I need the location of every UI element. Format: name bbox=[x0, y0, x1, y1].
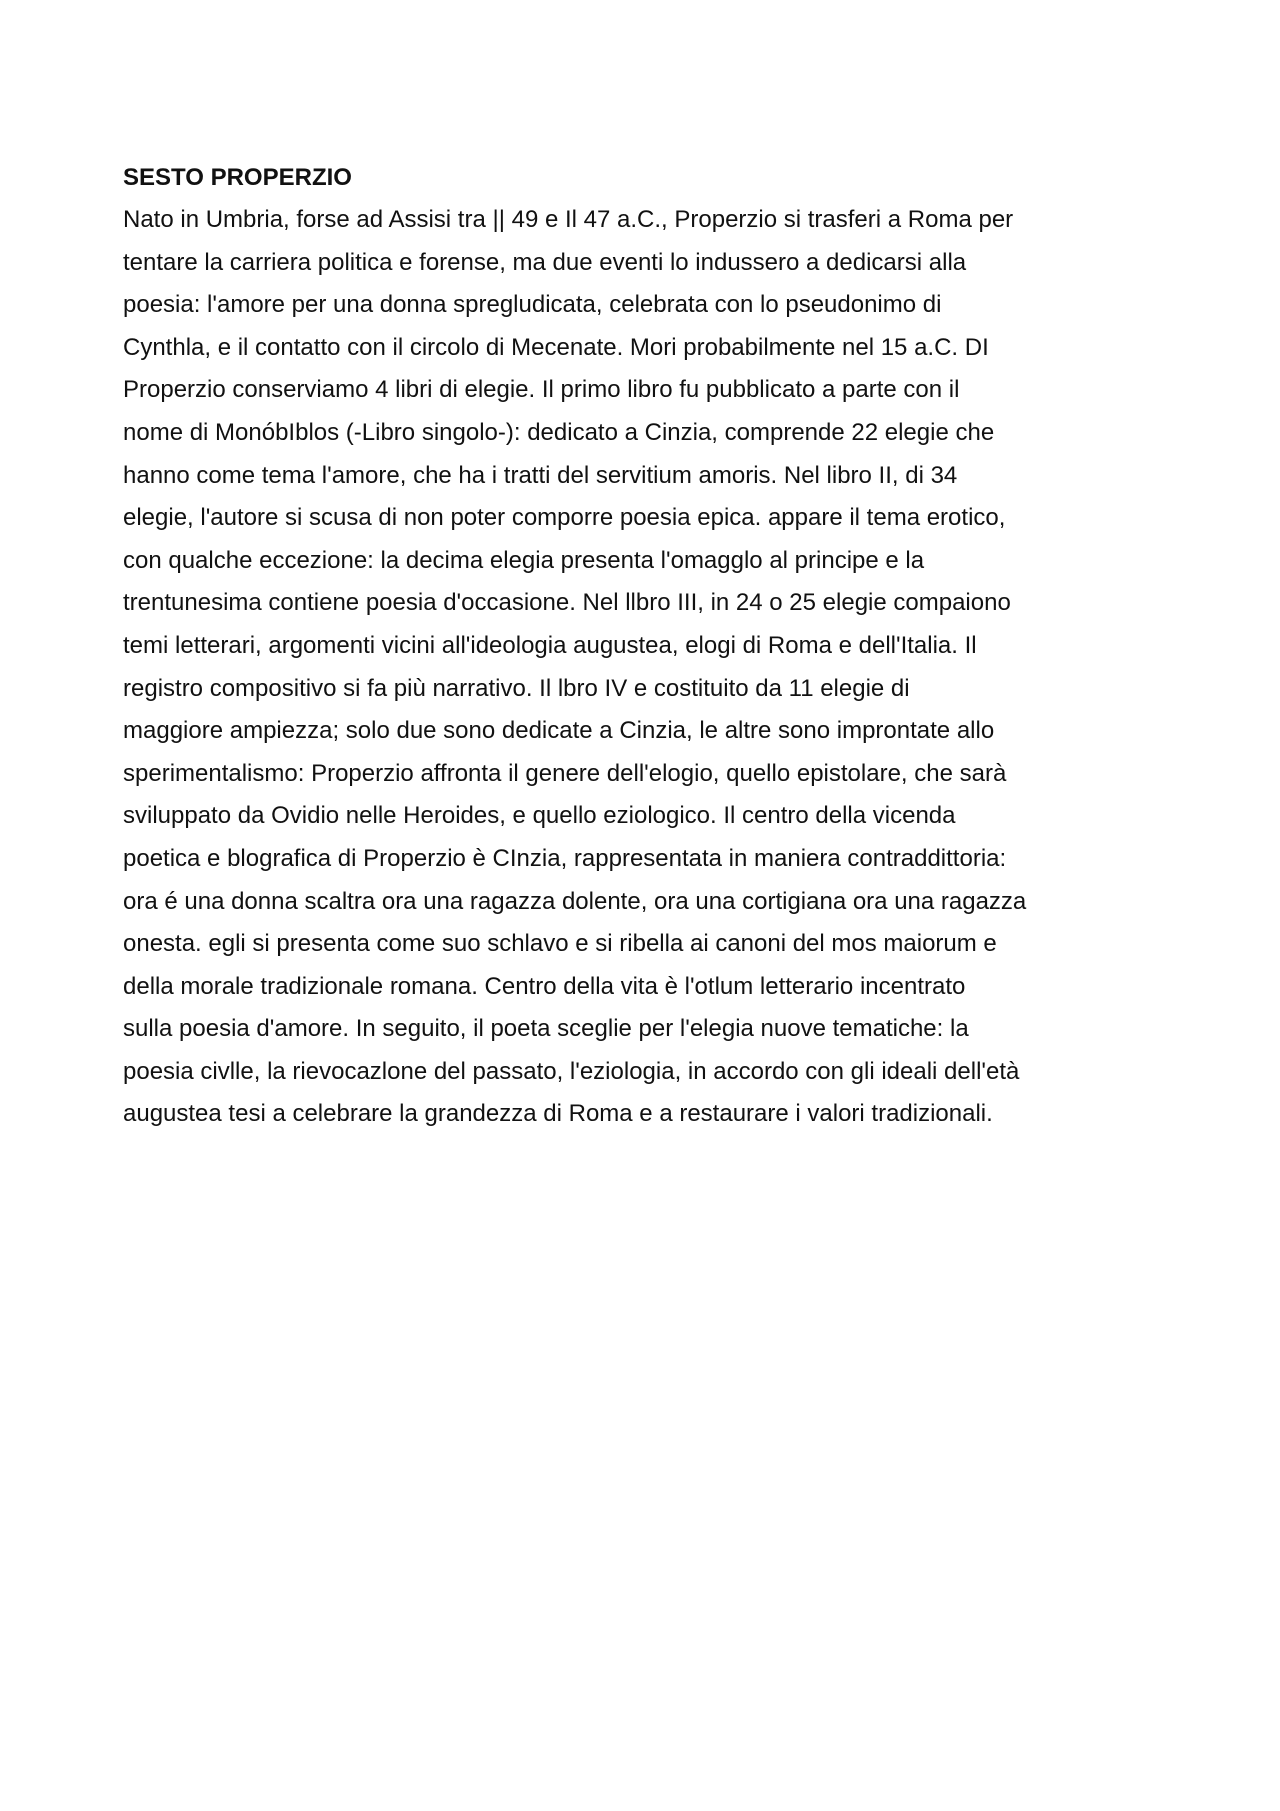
paragraph-line: elegie, l'autore si scusa di non poter comporre poesia epica. appare il tema erotico, bbox=[123, 504, 1006, 532]
paragraph-line: sperimentalismo: Properzio affronta il genere dell'elogio, quello epistolare, che sarà bbox=[123, 759, 1007, 787]
paragraph-line: tentare la carriera politica e forense, ma due eventi lo indussero a dedicarsi alla bbox=[123, 248, 967, 276]
paragraph-line: sulla poesia d'amore. In seguito, il poeta sceglie per l'elegia nuove tematiche: la bbox=[123, 1015, 969, 1043]
paragraph-line: registro compositivo si fa più narrativo. Il lbro IV e costituito da 11 elegie di bbox=[123, 674, 910, 702]
paragraph-line: trentunesima contiene poesia d'occasione. Nel llbro III, in 24 o 25 elegie compaiono bbox=[123, 589, 1011, 617]
paragraph-line: della morale tradizionale romana. Centro della vita è l'otlum letterario incentrato bbox=[123, 972, 966, 1000]
paragraph-line: sviluppato da Ovidio nelle Heroides, e quello eziologico. Il centro della vicenda bbox=[123, 802, 956, 830]
paragraph-line: hanno come tema l'amore, che ha i tratti del servitium amoris. Nel libro II, di 34 bbox=[123, 461, 958, 489]
paragraph-line: ora é una donna scaltra ora una ragazza dolente, ora una cortigiana ora una ragazza bbox=[123, 887, 1027, 915]
paragraph-line: Nato in Umbria, forse ad Assisi tra || 49 e Il 47 a.C., Properzio si trasferi a Roma per bbox=[123, 206, 1014, 233]
paragraph-line: poesia: l'amore per una donna spregludicata, celebrata con lo pseudonimo di bbox=[123, 291, 942, 319]
document-title: SESTO PROPERZIO bbox=[123, 164, 352, 191]
paragraph-line: con qualche eccezione: la decima elegia presenta l'omagglo al principe e la bbox=[123, 546, 925, 574]
paragraph-line: Properzio conserviamo 4 libri di elegie. Il primo libro fu pubblicato a parte con il bbox=[123, 376, 960, 404]
paragraph-line: onesta. egli si presenta come suo schlavo e si ribella ai canoni del mos maiorum e bbox=[123, 930, 997, 958]
paragraph-line: nome di MonóbIblos (-Libro singolo-): dedicato a Cinzia, comprende 22 elegie che bbox=[123, 418, 995, 446]
paragraph-line: augustea tesi a celebrare la grandezza di Roma e a restaurare i valori tradizionali. bbox=[123, 1100, 993, 1128]
paragraph-line: Cynthla, e il contatto con il circolo di Mecenate. Mori probabilmente nel 15 a.C. DI bbox=[123, 333, 989, 361]
paragraph-line: poetica e blografica di Properzio è CInzia, rappresentata in maniera contraddittoria: bbox=[123, 844, 1007, 872]
paragraph-line: temi letterari, argomenti vicini all'ideologia augustea, elogi di Roma e dell'Italia. Il bbox=[123, 631, 977, 659]
paragraph-line: maggiore ampiezza; solo due sono dedicate a Cinzia, le altre sono improntate allo bbox=[123, 717, 995, 745]
paragraph-line: poesia civlle, la rievocazlone del passato, l'eziologia, in accordo con gli ideali dell'età bbox=[123, 1057, 1020, 1085]
document-body bbox=[123, 157, 1163, 1136]
